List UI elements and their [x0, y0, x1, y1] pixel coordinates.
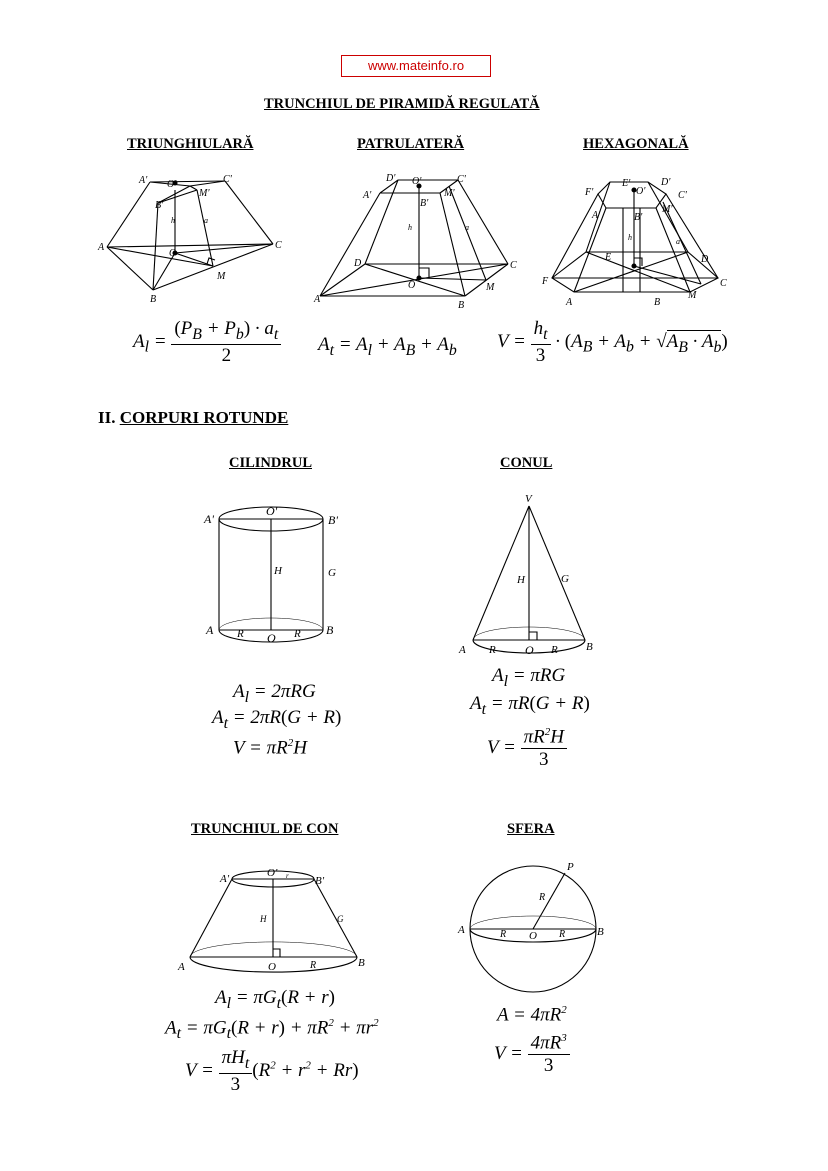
svg-text:B': B' — [420, 198, 429, 209]
svg-text:B: B — [358, 957, 365, 969]
formula-total-area: $A_t = A_l + A_B + A_b$ — [318, 334, 457, 359]
svg-text:B': B' — [328, 513, 338, 527]
cylinder-total-area: $A_t = 2\pi R(G + R)$ — [212, 707, 342, 732]
svg-text:A: A — [206, 623, 214, 637]
svg-text:A': A' — [220, 873, 230, 885]
svg-text:B: B — [586, 641, 593, 653]
svg-text:E': E' — [622, 178, 631, 189]
svg-text:O': O' — [266, 504, 278, 518]
heading-hexagonala: HEXAGONALĂ — [583, 136, 689, 152]
svg-text:B: B — [597, 926, 604, 938]
cone-lateral-area: $A_l = \pi RG$ — [492, 665, 566, 690]
svg-text:R: R — [539, 892, 546, 903]
svg-text:R: R — [294, 628, 301, 640]
svg-text:A: A — [459, 644, 466, 656]
triangular-frustum-figure — [95, 168, 290, 308]
svg-text:O': O' — [636, 186, 646, 197]
truncated-cone-total-area: $A_t = \pi G_t(R + r) + \pi R^2 + \pi r^2$ — [165, 1017, 379, 1043]
svg-text:h: h — [628, 233, 632, 242]
svg-text:G: G — [561, 573, 569, 585]
svg-text:E: E — [605, 252, 612, 263]
svg-text:A': A' — [139, 175, 148, 186]
formula-frustum-volume: V = $\frac{h_t}{3}$ · $(A_B + A_b + √A_B \cdot A_b)$ — [497, 318, 728, 366]
svg-text:P: P — [567, 861, 574, 873]
svg-text:D': D' — [661, 177, 671, 188]
cone-total-area: $A_t = \pi R(G + R)$ — [470, 693, 590, 718]
svg-text:D': D' — [386, 173, 396, 184]
svg-text:A': A' — [204, 512, 214, 526]
heading-patrulatera: PATRULATERĂ — [357, 136, 465, 152]
page-title: TRUNCHIUL DE PIRAMIDĂ REGULATĂ — [264, 96, 540, 112]
svg-text:C: C — [510, 260, 517, 271]
svg-text:M': M' — [444, 188, 455, 199]
svg-text:O: O — [525, 643, 534, 657]
svg-text:O: O — [169, 248, 177, 259]
hexagonal-frustum-figure — [538, 172, 738, 312]
svg-text:C': C' — [223, 174, 232, 185]
svg-text:F: F — [542, 276, 549, 287]
svg-text:A: A — [566, 297, 573, 308]
svg-text:h: h — [408, 223, 412, 232]
cylinder-volume: $V = \pi R^2H$ — [233, 737, 307, 759]
svg-text:G: G — [328, 567, 336, 579]
svg-text:M': M' — [199, 188, 210, 199]
cone-volume: V = $\frac{\pi R^2H}{3}$ — [487, 726, 567, 771]
svg-text:R: R — [551, 644, 558, 656]
website-label[interactable]: www.mateinfo.ro — [341, 55, 491, 77]
svg-text:H: H — [260, 914, 267, 924]
svg-text:B: B — [326, 623, 334, 637]
heading-sfera: SFERA — [507, 821, 555, 837]
svg-text:a: a — [465, 223, 469, 232]
svg-text:B: B — [458, 300, 465, 308]
cone-figure — [455, 490, 605, 660]
svg-text:M: M — [688, 290, 697, 301]
svg-text:M: M — [217, 271, 226, 282]
svg-text:O: O — [529, 930, 537, 942]
svg-text:A': A' — [592, 210, 601, 221]
svg-text:A: A — [98, 242, 105, 253]
svg-text:a: a — [676, 237, 680, 246]
svg-text:B': B' — [155, 200, 164, 211]
truncated-cone-figure — [172, 862, 382, 982]
section-number: II. — [98, 408, 116, 427]
svg-text:F': F' — [585, 187, 594, 198]
heading-trunchiul-de-con: TRUNCHIUL DE CON — [191, 821, 339, 837]
svg-text:C': C' — [678, 190, 687, 201]
sphere-figure — [455, 855, 615, 995]
truncated-cone-volume: V = $\frac{\pi H_t}{3}$ $(R^2 + r^2 + Rr)$ — [185, 1047, 359, 1095]
svg-text:A': A' — [363, 190, 372, 201]
heading-triunghiulara: TRIUNGHIULARĂ — [127, 136, 254, 152]
svg-text:C: C — [275, 240, 282, 251]
svg-text:A: A — [178, 961, 185, 973]
svg-text:a: a — [204, 216, 208, 225]
svg-text:H: H — [274, 565, 282, 577]
svg-text:G: G — [337, 914, 344, 924]
sphere-area: $A = 4\pi R^2$ — [497, 1004, 567, 1026]
svg-text:M: M — [486, 282, 495, 293]
svg-text:B: B — [654, 297, 661, 308]
svg-text:H: H — [517, 574, 525, 586]
svg-text:R: R — [559, 929, 566, 940]
truncated-cone-lateral-area: $A_l = \pi G_t(R + r)$ — [215, 987, 335, 1012]
svg-text:D: D — [354, 258, 362, 269]
section-heading — [98, 408, 288, 428]
svg-text:R: R — [489, 644, 496, 656]
svg-text:B': B' — [315, 875, 325, 887]
svg-text:B': B' — [634, 212, 643, 223]
svg-text:R: R — [310, 960, 317, 971]
heading-conul: CONUL — [500, 455, 553, 471]
sphere-volume: V = $\frac{4\pi R^3}{3}$ — [494, 1032, 570, 1077]
section-title: CORPURI ROTUNDE — [119, 408, 289, 427]
svg-text:O: O — [267, 631, 276, 645]
svg-text:O: O — [408, 280, 416, 291]
svg-text:O': O' — [167, 179, 177, 190]
svg-text:A: A — [458, 924, 465, 936]
svg-text:D: D — [701, 254, 709, 265]
svg-text:B: B — [150, 294, 157, 305]
cylinder-lateral-area: $A_l = 2\pi RG$ — [233, 681, 316, 706]
heading-cilindrul: CILINDRUL — [229, 455, 312, 471]
svg-text:h: h — [171, 216, 175, 225]
svg-text:M': M' — [662, 204, 673, 215]
svg-text:C: C — [720, 278, 727, 289]
cylinder-figure — [200, 500, 345, 650]
square-frustum-figure — [310, 168, 525, 308]
svg-text:C': C' — [457, 174, 466, 185]
svg-text:O': O' — [412, 176, 422, 187]
svg-text:O': O' — [267, 867, 278, 879]
svg-text:R: R — [237, 628, 244, 640]
svg-text:O: O — [268, 961, 276, 973]
svg-text:r: r — [286, 872, 289, 880]
svg-text:A: A — [314, 294, 321, 305]
svg-text:R: R — [500, 929, 507, 940]
formula-lateral-area: $A_l$ = $\frac{(P_B + P_b) \cdot a_t}{2}$ — [133, 318, 281, 367]
svg-text:V: V — [525, 493, 532, 505]
